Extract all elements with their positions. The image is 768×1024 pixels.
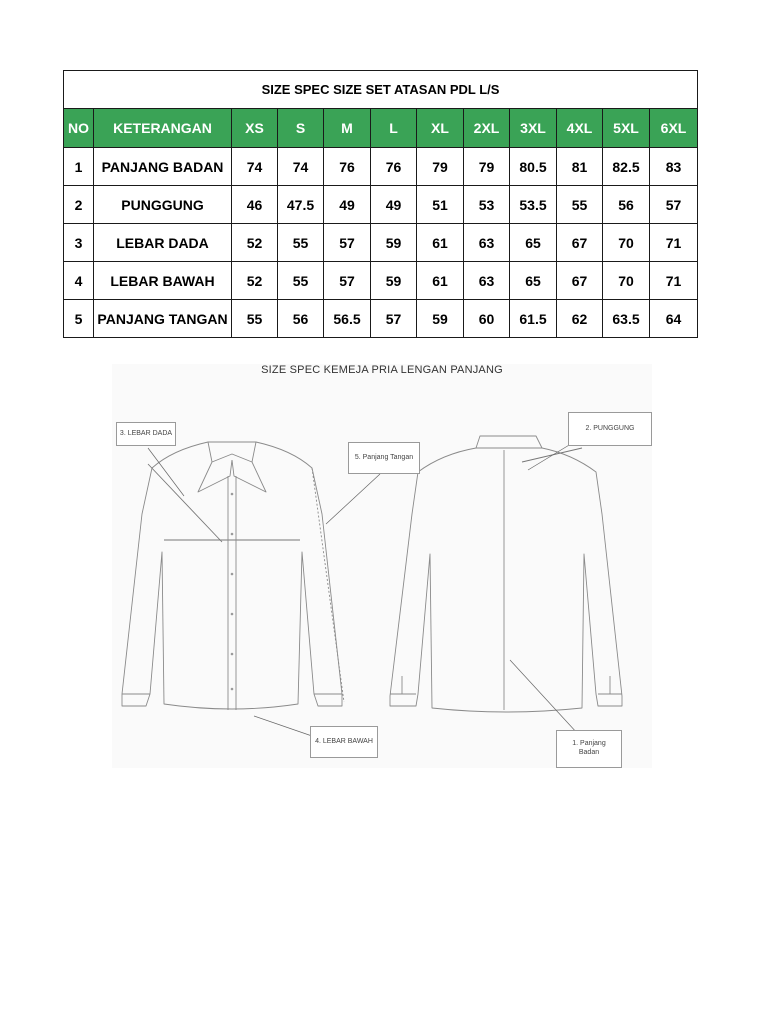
table-row	[64, 262, 698, 300]
size-value-cell: 57	[650, 186, 698, 224]
callout-panjang-badan-line2: Badan	[578, 749, 600, 756]
callout-lebar-bawah: 4. LEBAR BAWAH	[310, 726, 378, 758]
size-value-cell: 52	[232, 224, 278, 262]
size-value-cell: 53	[464, 186, 510, 224]
callout-panjang-tangan: 5. Panjang Tangan	[348, 442, 420, 474]
size-value-cell: 83	[650, 148, 698, 186]
header-no: NO	[64, 109, 94, 148]
header-size-s: S	[278, 109, 324, 148]
size-value-cell: 53.5	[510, 186, 557, 224]
measurement-name-cell: LEBAR DADA	[94, 224, 232, 262]
size-value-cell: 64	[650, 300, 698, 338]
size-value-cell: 79	[464, 148, 510, 186]
size-value-cell: 80.5	[510, 148, 557, 186]
size-value-cell: 52	[232, 262, 278, 300]
header-size-3xl: 3XL	[510, 109, 557, 148]
callout-panjang-badan-line1: 1. Panjang	[572, 740, 606, 748]
size-value-cell: 61	[417, 262, 464, 300]
size-value-cell: 81	[557, 148, 603, 186]
row-number-cell: 1	[64, 148, 94, 186]
size-spec-table	[63, 70, 698, 338]
size-value-cell: 71	[650, 262, 698, 300]
size-value-cell: 55	[232, 300, 278, 338]
size-value-cell: 61.5	[510, 300, 557, 338]
size-value-cell: 59	[371, 224, 417, 262]
measurement-name-cell: LEBAR BAWAH	[94, 262, 232, 300]
size-value-cell: 82.5	[603, 148, 650, 186]
table-header-row	[64, 109, 698, 148]
diagram-title: SIZE SPEC KEMEJA PRIA LENGAN PANJANG	[261, 364, 503, 376]
header-size-4xl: 4XL	[557, 109, 603, 148]
size-value-cell: 55	[278, 262, 324, 300]
size-value-cell: 63.5	[603, 300, 650, 338]
callout-leader-lines	[148, 436, 584, 736]
size-value-cell: 71	[650, 224, 698, 262]
table-row	[64, 148, 698, 186]
measurement-name-cell: PUNGGUNG	[94, 186, 232, 224]
header-keterangan: KETERANGAN	[94, 109, 232, 148]
size-value-cell: 65	[510, 224, 557, 262]
front-shirt-drawing	[122, 442, 344, 710]
size-value-cell: 79	[417, 148, 464, 186]
size-value-cell: 57	[324, 262, 371, 300]
size-value-cell: 55	[278, 224, 324, 262]
row-number-cell: 5	[64, 300, 94, 338]
size-value-cell: 57	[371, 300, 417, 338]
size-value-cell: 74	[278, 148, 324, 186]
size-value-cell: 59	[417, 300, 464, 338]
size-value-cell: 59	[371, 262, 417, 300]
size-value-cell: 63	[464, 262, 510, 300]
table-row	[64, 186, 698, 224]
size-value-cell: 76	[371, 148, 417, 186]
callout-lebar-dada: 3. LEBAR DADA	[116, 422, 176, 446]
header-size-5xl: 5XL	[603, 109, 650, 148]
header-size-xl: XL	[417, 109, 464, 148]
callout-panjang-badan	[556, 730, 622, 768]
back-shirt-drawing	[390, 436, 622, 712]
size-value-cell: 65	[510, 262, 557, 300]
size-value-cell: 70	[603, 262, 650, 300]
size-value-cell: 49	[324, 186, 371, 224]
size-value-cell: 67	[557, 224, 603, 262]
row-number-cell: 3	[64, 224, 94, 262]
header-size-l: L	[371, 109, 417, 148]
measurement-name-cell: PANJANG TANGAN	[94, 300, 232, 338]
size-value-cell: 63	[464, 224, 510, 262]
size-value-cell: 56.5	[324, 300, 371, 338]
size-value-cell: 67	[557, 262, 603, 300]
size-value-cell: 46	[232, 186, 278, 224]
size-value-cell: 62	[557, 300, 603, 338]
size-value-cell: 49	[371, 186, 417, 224]
size-value-cell: 56	[278, 300, 324, 338]
size-value-cell: 74	[232, 148, 278, 186]
row-number-cell: 4	[64, 262, 94, 300]
row-number-cell: 2	[64, 186, 94, 224]
size-value-cell: 56	[603, 186, 650, 224]
table-title: SIZE SPEC SIZE SET ATASAN PDL L/S	[64, 71, 698, 109]
size-value-cell: 76	[324, 148, 371, 186]
size-value-cell: 57	[324, 224, 371, 262]
callout-punggung: 2. PUNGGUNG	[568, 412, 652, 446]
size-value-cell: 51	[417, 186, 464, 224]
shirt-measurement-diagram	[112, 364, 652, 768]
measurement-name-cell: PANJANG BADAN	[94, 148, 232, 186]
size-value-cell: 60	[464, 300, 510, 338]
header-size-m: M	[324, 109, 371, 148]
header-size-6xl: 6XL	[650, 109, 698, 148]
size-value-cell: 70	[603, 224, 650, 262]
size-value-cell: 61	[417, 224, 464, 262]
size-value-cell: 55	[557, 186, 603, 224]
header-size-2xl: 2XL	[464, 109, 510, 148]
table-row	[64, 224, 698, 262]
size-value-cell: 47.5	[278, 186, 324, 224]
table-row	[64, 300, 698, 338]
header-size-xs: XS	[232, 109, 278, 148]
